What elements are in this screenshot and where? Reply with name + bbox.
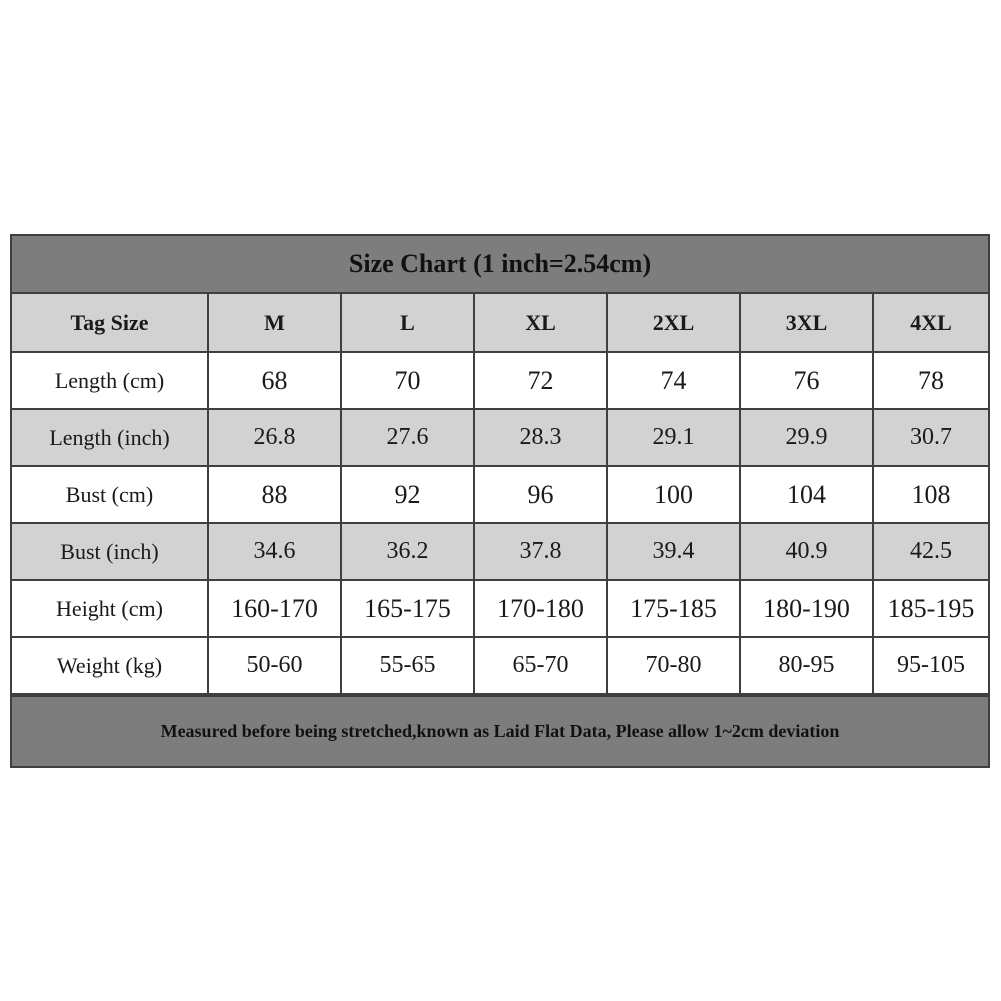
table-cell: 88 [208, 466, 341, 523]
table-cell: 104 [740, 466, 873, 523]
table-cell: 95-105 [873, 637, 988, 694]
table-cell: 29.9 [740, 409, 873, 466]
table-cell: 80-95 [740, 637, 873, 694]
row-label: Weight (kg) [12, 637, 208, 694]
table-cell: 40.9 [740, 523, 873, 580]
header-cell-tag-size: Tag Size [12, 294, 208, 352]
header-cell-3xl: 3XL [740, 294, 873, 352]
table-cell: 27.6 [341, 409, 474, 466]
table-cell: 26.8 [208, 409, 341, 466]
table-cell: 65-70 [474, 637, 607, 694]
header-row [12, 294, 988, 352]
table-cell: 185-195 [873, 580, 988, 637]
size-table [12, 294, 988, 695]
header-cell-4xl: 4XL [873, 294, 988, 352]
table-cell: 50-60 [208, 637, 341, 694]
row-bust-cm [12, 466, 988, 523]
table-cell: 96 [474, 466, 607, 523]
table-cell: 29.1 [607, 409, 740, 466]
table-cell: 36.2 [341, 523, 474, 580]
footer-note: Measured before being stretched,known as Laid Flat Data, Please allow 1~2cm deviation [12, 695, 988, 766]
table-cell: 70 [341, 352, 474, 409]
table-cell: 100 [607, 466, 740, 523]
table-cell: 70-80 [607, 637, 740, 694]
row-length-cm [12, 352, 988, 409]
row-length-inch [12, 409, 988, 466]
chart-title: Size Chart (1 inch=2.54cm) [12, 236, 988, 294]
row-label: Bust (inch) [12, 523, 208, 580]
table-cell: 37.8 [474, 523, 607, 580]
table-cell: 55-65 [341, 637, 474, 694]
table-cell: 74 [607, 352, 740, 409]
table-cell: 76 [740, 352, 873, 409]
table-cell: 160-170 [208, 580, 341, 637]
header-cell-l: L [341, 294, 474, 352]
header-cell-xl: XL [474, 294, 607, 352]
size-chart [10, 234, 990, 768]
table-cell: 34.6 [208, 523, 341, 580]
table-cell: 92 [341, 466, 474, 523]
table-cell: 175-185 [607, 580, 740, 637]
row-bust-inch [12, 523, 988, 580]
table-cell: 68 [208, 352, 341, 409]
header-cell-m: M [208, 294, 341, 352]
row-label: Length (inch) [12, 409, 208, 466]
row-weight-kg [12, 637, 988, 694]
table-cell: 180-190 [740, 580, 873, 637]
table-cell: 108 [873, 466, 988, 523]
table-cell: 42.5 [873, 523, 988, 580]
table-cell: 72 [474, 352, 607, 409]
row-label: Length (cm) [12, 352, 208, 409]
header-cell-2xl: 2XL [607, 294, 740, 352]
table-cell: 165-175 [341, 580, 474, 637]
row-height-cm [12, 580, 988, 637]
row-label: Height (cm) [12, 580, 208, 637]
table-cell: 39.4 [607, 523, 740, 580]
table-cell: 28.3 [474, 409, 607, 466]
table-cell: 78 [873, 352, 988, 409]
table-cell: 170-180 [474, 580, 607, 637]
table-cell: 30.7 [873, 409, 988, 466]
row-label: Bust (cm) [12, 466, 208, 523]
